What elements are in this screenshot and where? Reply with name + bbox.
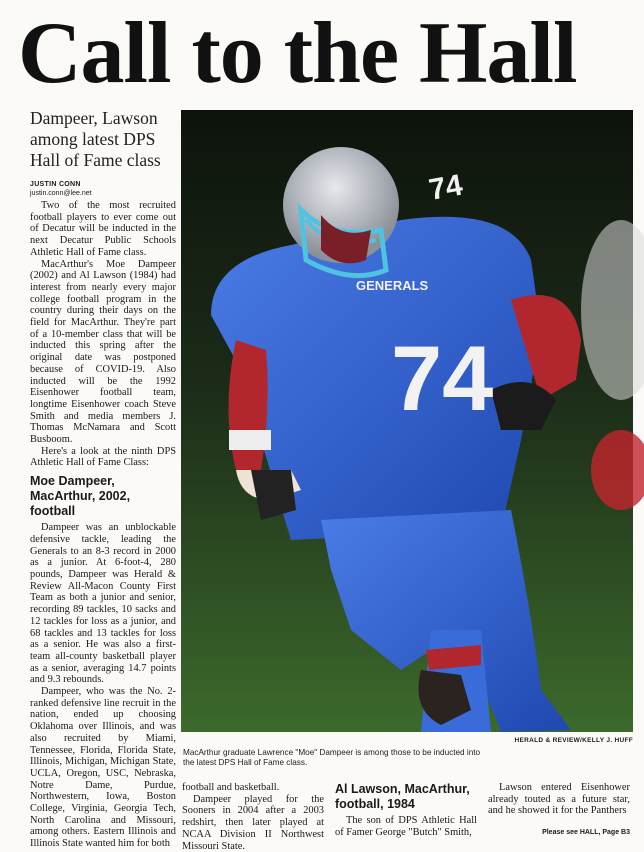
column-3 bbox=[335, 782, 477, 838]
article-body bbox=[30, 200, 176, 850]
column-2 bbox=[182, 782, 324, 852]
paragraph: Dampeer, who was the No. 2-ranked defensive line recruit in the nation, ended up choosing Oklahoma over Illinois, and was also recruited by Miami, Tennessee, Florida, Florida State, Illinois, Michigan, Michigan State, UCLA, Oregon, USC, Nebraska, Notre Dame, Purdue, Northwestern, Iowa, Boston College, Virginia, Georgia Tech, North Carolina and Missouri, among others. Eastern Illinois and Illinois State wanted him for both bbox=[30, 686, 176, 850]
headline: Call to the Hall bbox=[18, 5, 577, 102]
byline-email: justin.conn@lee.net bbox=[30, 190, 92, 197]
jersey-number: 74 bbox=[391, 328, 494, 430]
photo-illustration bbox=[181, 110, 633, 732]
paragraph: football and basketball. bbox=[182, 782, 280, 793]
football-player-photo bbox=[181, 110, 633, 732]
paragraph: Dampeer played for the Sooners in 2004 after a 2003 redshirt, then later played at NCAA Division II Northwest Missouri State. bbox=[182, 793, 324, 852]
subhead-dampeer: Moe Dampeer, MacArthur, 2002, football bbox=[30, 474, 131, 519]
left-column bbox=[30, 108, 176, 850]
paragraph: Here's a look at the ninth DPS Athletic Hall of Fame Class: bbox=[30, 445, 176, 469]
column-4 bbox=[488, 782, 630, 836]
jump-line: Please see HALL, Page B3 bbox=[542, 829, 630, 837]
jersey-text: GENERALS bbox=[356, 278, 429, 293]
paragraph: MacArthur's Moe Dampeer (2002) and Al Lawson (1984) had interest from nearly every major college football program in the country during their days on the field for MacArthur. They're part of a 10-member class that will be inducted this spring after the original date was postponed because of COVID-19. Also inducted will be the 1992 Eisenhower football team, longtime Eisenhower coach Steve Smith and media members J. Thomas McNamara and Scott Busboom. bbox=[30, 258, 176, 446]
byline-name: JUSTIN CONN bbox=[30, 181, 81, 188]
paragraph: Dampeer was an unblockable defensive tackle, leading the Generals to an 8-3 record in 2000 as a junior. At 6-foot-4, 280 pounds, Dampeer was Herald & Review All-Macon County First Team as both a junior and senior, recording 89 tackles, 10 sacks and 12 tackles for loss as a junior, and 68 tackles and 13 tackles for loss as a senior. He was also a first-team all-county basketball player as a senior, averaging 14.7 points and 9.3 rebounds. bbox=[30, 522, 176, 686]
shoulder-number: 74 bbox=[426, 168, 466, 207]
paragraph: Two of the most recruited football players to ever come out of Decatur will be inducted in the next Decatur Public Schools Athletic Hall of Fame class. bbox=[30, 200, 176, 258]
deck: Dampeer, Lawson among latest DPS Hall of Fame class bbox=[30, 108, 161, 170]
photo-caption: MacArthur graduate Lawrence "Moe" Dampeer is among those to be inducted into the latest DPS Hall of Fame class. bbox=[183, 748, 481, 767]
paragraph: The son of DPS Athletic Hall of Famer George "Butch" Smith, bbox=[335, 815, 477, 838]
photo-credit: HERALD & REVIEW/KELLY J. HUFF bbox=[514, 737, 633, 744]
subhead-lawson: Al Lawson, MacArthur, football, 1984 bbox=[335, 782, 470, 811]
paragraph: Lawson entered Eisenhower already touted as a future star, and he showed it for the Panthers bbox=[488, 782, 630, 817]
